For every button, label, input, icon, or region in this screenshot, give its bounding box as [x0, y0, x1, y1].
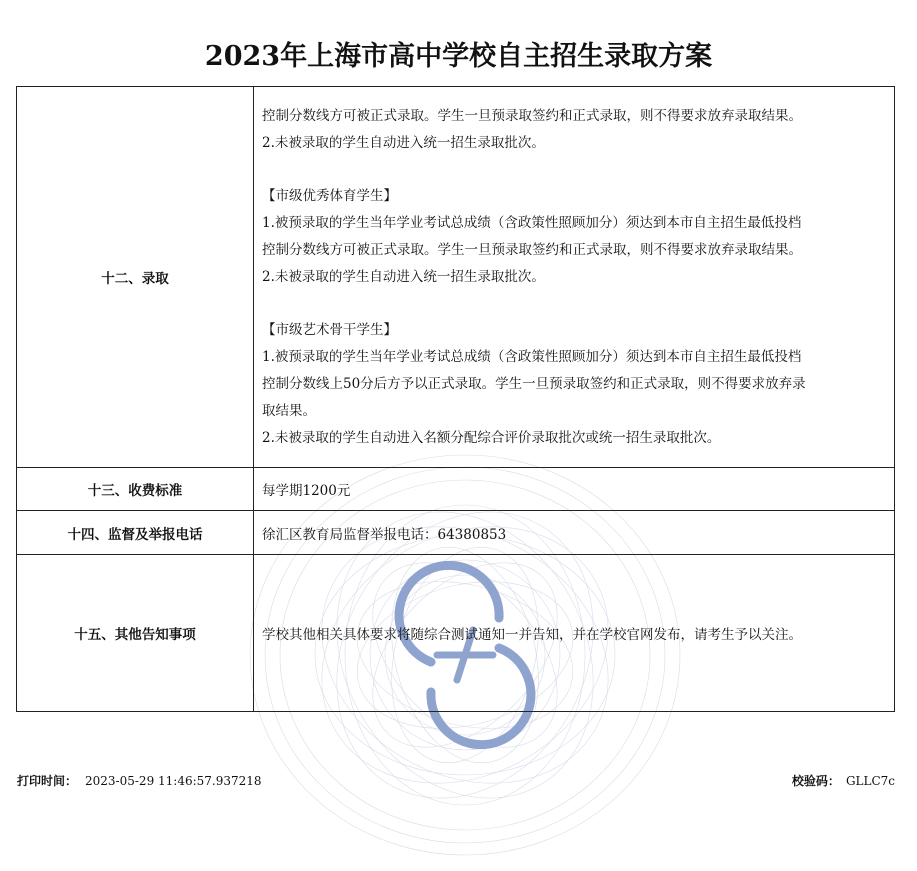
document-title: 2023年上海市高中学校自主招生录取方案 — [204, 41, 713, 72]
section-heading-arts: 【市级艺术骨干学生】 — [262, 321, 397, 338]
admission-plan-table — [16, 86, 895, 712]
text-line: 控制分数线方可被正式录取。学生一旦预录取签约和正式录取，则不得要求放弃录取结果。 — [262, 241, 802, 258]
table-row — [17, 468, 895, 511]
section-heading-sports: 【市级优秀体育学生】 — [262, 187, 397, 204]
row-label-supervision: 十四、监督及举报电话 — [17, 511, 254, 555]
row-label-admission: 十二、录取 — [17, 87, 254, 468]
table-row — [17, 511, 895, 555]
text-line: 控制分数线方可被正式录取。学生一旦预录取签约和正式录取，则不得要求放弃录取结果。 — [262, 107, 802, 124]
row-content-other-notices: 学校其他相关具体要求将随综合测试通知一并告知，并在学校官网发布，请考生予以关注。 — [254, 555, 895, 712]
row-content-admission — [254, 87, 895, 468]
check-code-label: 校验码： — [791, 774, 840, 788]
text-line: 1.被预录取的学生当年学业考试总成绩（含政策性照顾加分）须达到本市自主招生最低投档 — [262, 214, 802, 231]
text-line: 取结果。 — [262, 402, 316, 419]
check-code — [792, 772, 895, 789]
row-label-fees: 十三、收费标准 — [17, 468, 254, 511]
print-time-value: 2023-05-29 11:46:57.937218 — [85, 774, 262, 788]
text-line: 2.未被录取的学生自动进入统一招生录取批次。 — [262, 268, 545, 285]
text-line: 1.被预录取的学生当年学业考试总成绩（含政策性照顾加分）须达到本市自主招生最低投档 — [262, 348, 802, 365]
print-time — [17, 772, 262, 789]
row-content-fees: 每学期1200元 — [254, 468, 895, 511]
text-line: 2.未被录取的学生自动进入名额分配综合评价录取批次或统一招生录取批次。 — [262, 429, 721, 446]
text-line: 2.未被录取的学生自动进入统一招生录取批次。 — [262, 134, 545, 151]
row-content-supervision: 徐汇区教育局监督举报电话：64380853 — [254, 511, 895, 555]
print-time-label: 打印时间： — [17, 774, 78, 788]
check-code-value: GLLC7c — [845, 774, 895, 788]
text-line: 控制分数线上50分后方予以正式录取。学生一旦预录取签约和正式录取，则不得要求放弃录 — [262, 375, 806, 392]
table-row — [17, 555, 895, 712]
table-row — [17, 87, 895, 468]
row-label-other-notices: 十五、其他告知事项 — [17, 555, 254, 712]
